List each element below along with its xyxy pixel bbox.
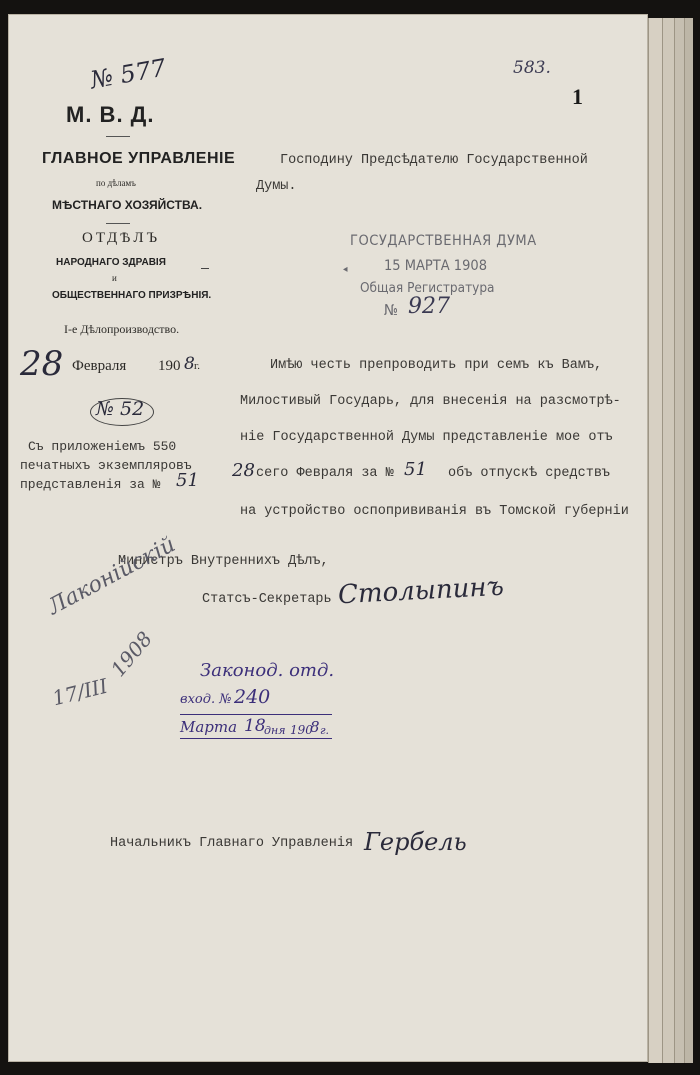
ministry-title: М. В. Д. bbox=[66, 102, 155, 127]
legislative-stamp-title: Законод. отд. bbox=[200, 660, 335, 681]
health-section: НАРОДНАГО ЗДРАВІЯ bbox=[56, 257, 166, 268]
body-line-2: Милостивый Государь, для внесенія на разсмотрѣ- bbox=[240, 394, 621, 409]
legislative-year-suffix: г. bbox=[320, 724, 330, 737]
main-department: ГЛАВНОЕ УПРАВЛЕНIЕ bbox=[42, 150, 236, 167]
duma-stamp-date: 15 МАРТА 1908 bbox=[384, 258, 488, 274]
legislative-dnya: дня bbox=[264, 724, 286, 737]
page-edge bbox=[648, 18, 663, 1063]
attachment-line-2: печатныхъ экземпляровъ bbox=[20, 458, 192, 473]
outgoing-number: № 52 bbox=[96, 398, 145, 420]
date-year-hand: 8 bbox=[184, 354, 195, 374]
body-line-4-end: объ отпускѣ средствъ bbox=[448, 466, 611, 481]
duma-stamp-registry: Общая Регистратура bbox=[360, 280, 495, 296]
dash bbox=[201, 268, 209, 269]
stamp-underline bbox=[180, 738, 332, 739]
date-month: Февраля bbox=[72, 358, 127, 374]
body-ref-day: 28 bbox=[232, 460, 255, 481]
legislative-year: 190 bbox=[290, 723, 313, 737]
stamp-arrow: ◂ bbox=[343, 264, 348, 275]
duma-stamp-number: 927 bbox=[408, 294, 450, 319]
minister-title: Министръ Внутреннихъ Дѣлъ, bbox=[118, 554, 329, 569]
duma-stamp-number-prefix: № bbox=[384, 301, 399, 319]
po-delam: по дѣламъ bbox=[96, 178, 136, 188]
archive-number: 583. bbox=[513, 58, 551, 78]
legislative-date-month: Марта bbox=[180, 718, 238, 736]
addressee-line-1: Господину Предсѣдателю Государственной bbox=[280, 153, 588, 168]
attachment-line-1: Съ приложенiемъ 550 bbox=[28, 439, 177, 454]
section-label: ОТДѢЛЪ bbox=[82, 230, 161, 246]
date-year: 190 bbox=[158, 358, 181, 374]
document-page bbox=[8, 14, 648, 1062]
handwritten-number: № 577 bbox=[88, 53, 169, 95]
charity-section: ОБЩЕСТВЕННАГО ПРИЗРѢНІЯ. bbox=[52, 290, 212, 301]
margin-note-line-2: 17/III bbox=[49, 673, 110, 711]
page-edge bbox=[684, 18, 693, 1063]
divider bbox=[106, 136, 130, 137]
body-ref-number: 51 bbox=[404, 459, 427, 480]
body-line-4-mid: сего Февраля за № bbox=[256, 466, 394, 481]
duma-stamp-title: ГОСУДАРСТВЕННАЯ ДУМА bbox=[350, 233, 537, 249]
body-line-3: ніе Государственной Думы представленіе мое отъ bbox=[240, 430, 613, 445]
legislative-date-day: 18 bbox=[244, 716, 266, 736]
body-line-1: Имѣю честь препроводить при семъ къ Вамъ, bbox=[270, 358, 603, 373]
page-number: 1 bbox=[572, 84, 583, 109]
stamp-underline bbox=[180, 714, 332, 715]
local-economy: МѢСТНАГО ХОЗЯЙСТВА. bbox=[52, 198, 203, 212]
addressee-line-2: Думы. bbox=[256, 179, 297, 194]
divider bbox=[106, 223, 130, 224]
date-day: 28 bbox=[20, 344, 64, 384]
date-suffix: г. bbox=[194, 360, 201, 372]
secretary-title: Статсъ-Секретарь bbox=[202, 592, 332, 607]
chief-title: Начальникъ Главнаго Управленія bbox=[110, 836, 354, 851]
minister-signature: Столыпинъ bbox=[337, 571, 505, 611]
and-word: и bbox=[112, 273, 117, 283]
attachment-line-3: представленiя за № bbox=[20, 477, 161, 492]
margin-note-line-3: 1908 bbox=[105, 626, 158, 682]
attachment-number: 51 bbox=[176, 470, 199, 491]
margin-note-line-1: Лаконійскій bbox=[44, 532, 180, 621]
office-label: I-е Дѣлопроизводство. bbox=[64, 322, 180, 336]
chief-signature: Гербель bbox=[364, 828, 467, 856]
vkhod-number: 240 bbox=[234, 686, 271, 708]
body-line-5: на устройство оспопрививанія въ Томской губерніи bbox=[240, 504, 629, 519]
legislative-year-hand: 8 bbox=[310, 718, 320, 736]
vkhod-label: вход. № bbox=[180, 692, 232, 707]
